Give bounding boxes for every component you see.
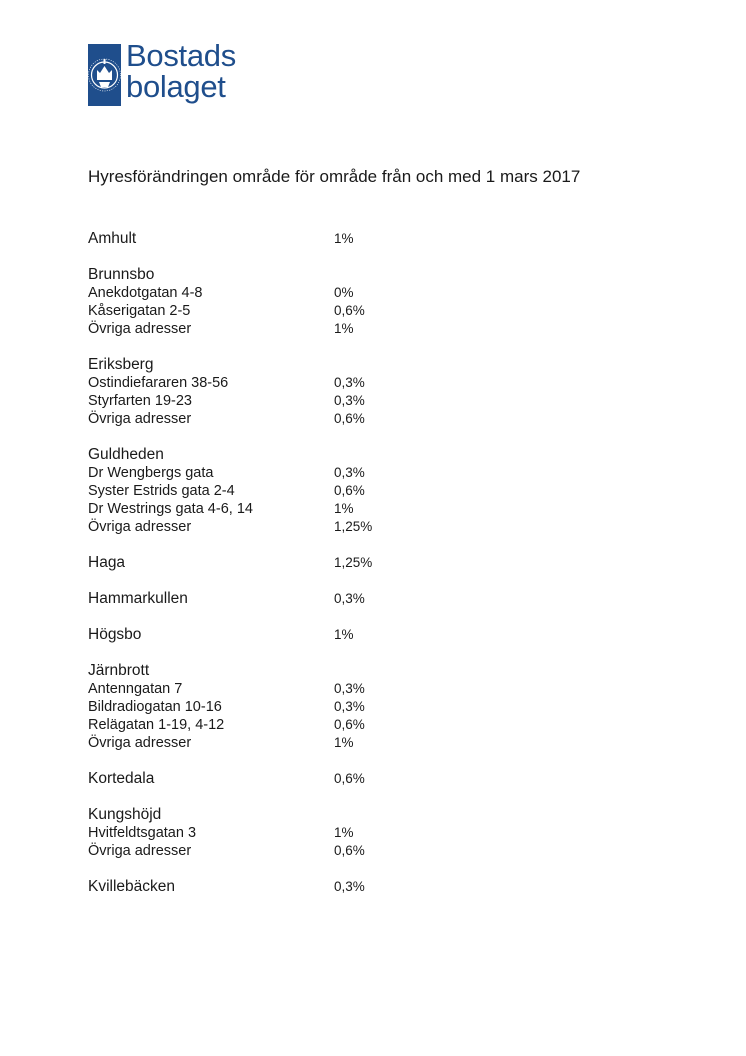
address-value: 0,6% xyxy=(334,483,365,498)
area-name: Brunnsbo xyxy=(88,266,155,283)
area-value xyxy=(334,446,454,464)
address-name: Kåserigatan 2-5 xyxy=(88,303,191,319)
address-value: 0,6% xyxy=(334,303,365,318)
address-value: 0,6% xyxy=(334,411,365,426)
address-row xyxy=(88,824,508,842)
area-row xyxy=(88,806,508,824)
address-name: Övriga adresser xyxy=(88,321,192,337)
address-name: Hvitfeldtsgatan 3 xyxy=(88,825,197,841)
address-value: 0% xyxy=(334,285,354,300)
area-name: Haga xyxy=(88,554,126,571)
area-name: Högsbo xyxy=(88,626,142,643)
address-value: 1% xyxy=(334,825,354,840)
area-value: 0,3% xyxy=(334,879,365,894)
address-value: 0,3% xyxy=(334,393,365,408)
address-value: 0,3% xyxy=(334,465,365,480)
address-row xyxy=(88,518,508,536)
rent-change-list xyxy=(88,230,508,914)
address-value: 0,6% xyxy=(334,717,365,732)
address-value: 0,3% xyxy=(334,375,365,390)
address-value: 1% xyxy=(334,321,354,336)
area-name: Amhult xyxy=(88,230,137,247)
address-name: Bildradiogatan 10-16 xyxy=(88,699,222,715)
area-value: 1% xyxy=(334,627,354,642)
address-value: 0,6% xyxy=(334,843,365,858)
logo-wordmark xyxy=(126,40,236,102)
area-row xyxy=(88,446,508,464)
address-row xyxy=(88,302,508,320)
address-name: Övriga adresser xyxy=(88,519,192,535)
address-row xyxy=(88,500,508,518)
address-row xyxy=(88,464,508,482)
address-name: Syster Estrids gata 2-4 xyxy=(88,483,235,499)
logo-line-1: Bostads xyxy=(126,38,236,73)
address-row xyxy=(88,410,508,428)
area-value: 0,3% xyxy=(334,591,365,606)
area-name: Kortedala xyxy=(88,770,155,787)
area-name: Eriksberg xyxy=(88,356,154,373)
area-value xyxy=(334,662,454,680)
address-name: Anekdotgatan 4-8 xyxy=(88,285,203,301)
address-row xyxy=(88,284,508,302)
area-section xyxy=(88,230,508,248)
area-name: Järnbrott xyxy=(88,662,150,679)
area-row xyxy=(88,554,508,572)
address-name: Övriga adresser xyxy=(88,843,192,859)
address-row xyxy=(88,698,508,716)
address-name: Dr Wengbergs gata xyxy=(88,465,214,481)
address-value: 1% xyxy=(334,501,354,516)
address-name: Styrfarten 19-23 xyxy=(88,393,192,409)
address-value: 0,3% xyxy=(334,681,365,696)
area-section xyxy=(88,626,508,644)
area-name: Kvillebäcken xyxy=(88,878,176,895)
address-value: 0,3% xyxy=(334,699,365,714)
address-row xyxy=(88,680,508,698)
area-value xyxy=(334,356,454,374)
address-row xyxy=(88,716,508,734)
area-section xyxy=(88,878,508,896)
area-section xyxy=(88,446,508,536)
area-row xyxy=(88,626,508,644)
area-row xyxy=(88,590,508,608)
company-logo xyxy=(88,38,236,106)
area-row xyxy=(88,770,508,788)
area-row xyxy=(88,878,508,896)
page-title: Hyresförändringen område för område från och med 1 mars 2017 xyxy=(88,167,581,186)
area-section xyxy=(88,266,508,338)
area-section xyxy=(88,554,508,572)
address-value: 1% xyxy=(334,735,354,750)
address-row xyxy=(88,842,508,860)
address-name: Övriga adresser xyxy=(88,411,192,427)
area-value xyxy=(334,266,454,284)
logo-line-2: bolaget xyxy=(126,69,226,104)
address-row xyxy=(88,482,508,500)
address-row xyxy=(88,374,508,392)
area-name: Guldheden xyxy=(88,446,164,463)
address-name: Dr Westrings gata 4-6, 14 xyxy=(88,501,253,517)
address-row xyxy=(88,320,508,338)
address-name: Antenngatan 7 xyxy=(88,681,183,697)
address-name: Ostindiefararen 38-56 xyxy=(88,375,229,391)
area-section xyxy=(88,806,508,860)
area-value: 0,6% xyxy=(334,771,365,786)
address-row xyxy=(88,392,508,410)
area-section xyxy=(88,356,508,428)
area-value: 1% xyxy=(334,231,354,246)
area-name: Hammarkullen xyxy=(88,590,188,607)
area-row xyxy=(88,662,508,680)
area-value: 1,25% xyxy=(334,555,373,570)
area-section xyxy=(88,662,508,752)
area-name: Kungshöjd xyxy=(88,806,162,823)
address-name: Övriga adresser xyxy=(88,735,192,751)
area-section xyxy=(88,770,508,788)
area-section xyxy=(88,590,508,608)
address-name: Relägatan 1-19, 4-12 xyxy=(88,717,225,733)
area-row xyxy=(88,230,508,248)
city-crest-icon xyxy=(88,44,121,106)
area-row xyxy=(88,266,508,284)
address-row xyxy=(88,734,508,752)
area-value xyxy=(334,806,454,824)
area-row xyxy=(88,356,508,374)
address-value: 1,25% xyxy=(334,519,373,534)
